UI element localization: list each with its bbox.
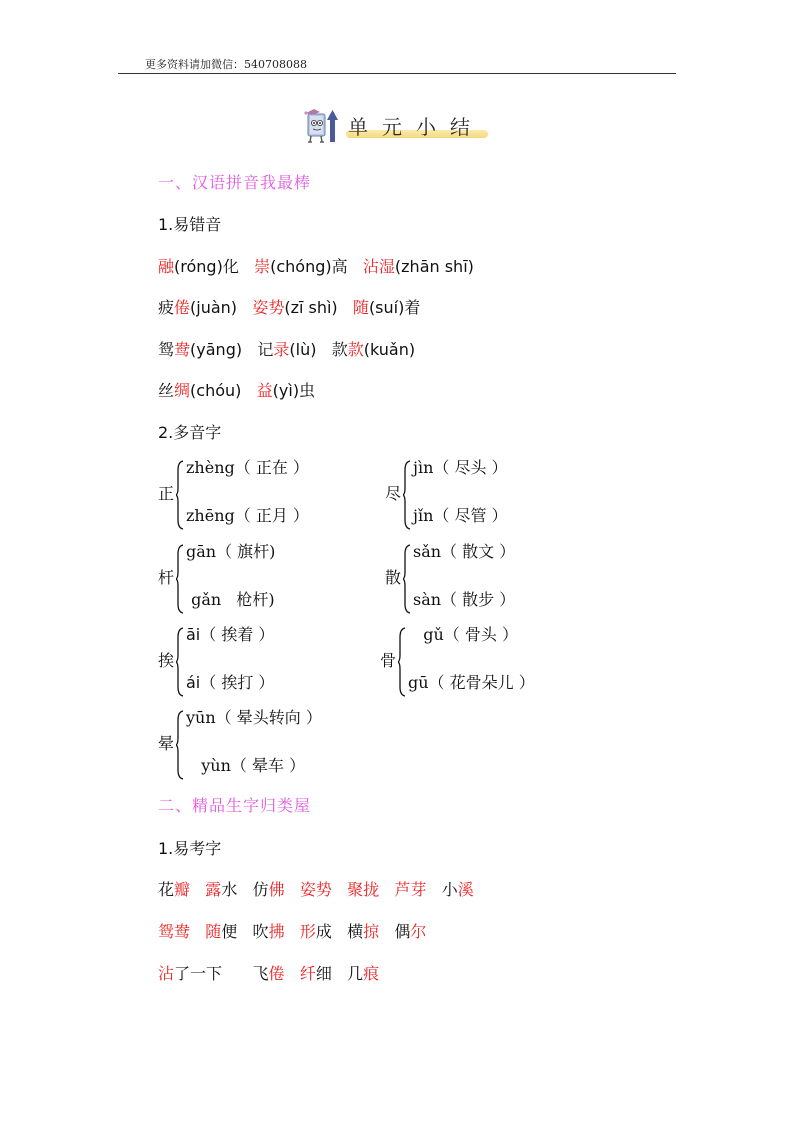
error-prone-line-2 [158, 295, 420, 318]
text-segment: (juàn) [190, 298, 253, 317]
highlighted-text: 倦 [268, 964, 285, 983]
text-segment: (lù) 款 [289, 340, 348, 359]
exam-characters-line-2 [158, 919, 426, 942]
brace-icon [176, 710, 184, 774]
unit-summary-banner [300, 104, 484, 146]
text-segment [285, 964, 300, 983]
text-segment [285, 922, 300, 941]
text-segment: 水 仿 [221, 880, 269, 899]
text-segment [348, 257, 363, 276]
book-mascot-icon [300, 104, 342, 146]
highlighted-text: 录 [273, 340, 290, 359]
brace-icon [176, 627, 184, 691]
highlighted-text: 溪 [457, 880, 474, 899]
highlighted-text: 鸯 [174, 340, 191, 359]
error-prone-line-3 [158, 337, 415, 360]
text-segment: (kuǎn) [363, 340, 416, 359]
highlighted-text: 瓣 [174, 880, 191, 899]
text-segment: (zhān shī) [394, 257, 474, 276]
polyphone-char: 杆 [158, 567, 175, 587]
highlighted-text: 沾 [158, 964, 175, 983]
polyphone-char: 骨 [380, 650, 397, 670]
text-segment: 疲 [158, 298, 175, 317]
highlighted-text: 掠 [363, 922, 380, 941]
reading: yūn（ 晕头转向 ） [186, 708, 322, 727]
highlighted-text: 纤 [299, 964, 316, 983]
polyphone-char: 晕 [158, 733, 175, 753]
highlighted-text: 崇 [254, 257, 271, 276]
polyphone-ai [158, 624, 274, 694]
brace-icon [398, 627, 406, 691]
highlighted-text: 形 [299, 922, 316, 941]
text-segment [332, 880, 347, 899]
reading: zhēng（ 正月 ） [186, 506, 309, 525]
text-segment: 小 [426, 880, 458, 899]
reading: sǎn（ 散文 ） [413, 542, 516, 561]
text-segment: 鸳 [158, 340, 175, 359]
highlighted-text: 鸳鸯 [158, 922, 191, 941]
exam-characters-line-1 [158, 877, 474, 900]
polyphone-zheng [158, 457, 309, 527]
polyphone-gu [380, 624, 535, 694]
highlighted-text: 沾湿 [362, 257, 395, 276]
polyphone-char: 尽 [385, 483, 402, 503]
text-segment: 丝 [158, 381, 175, 400]
text-segment: (chóng)高 [270, 257, 348, 276]
highlighted-text: 融 [158, 257, 175, 276]
brace-icon [176, 544, 184, 608]
text-segment [285, 880, 300, 899]
highlighted-text: 佛 [268, 880, 285, 899]
reading: sàn（ 散步 ） [413, 590, 516, 609]
text-segment: (róng)化 [174, 257, 239, 276]
highlighted-text: 聚拢 [347, 880, 380, 899]
highlighted-text: 倦 [174, 298, 191, 317]
reading: gǎn 枪杆) [186, 590, 275, 609]
text-segment: 花 [158, 880, 175, 899]
polyphone-san [385, 541, 515, 611]
section-title-pinyin: 一、汉语拼音我最棒 [158, 173, 312, 192]
polyphone-char: 正 [158, 483, 175, 503]
polyphone-yun [158, 707, 322, 777]
text-segment: (yì)虫 [272, 381, 316, 400]
section-title-characters: 二、精品生字归类屋 [158, 796, 312, 815]
text-segment: 细 几 [315, 964, 364, 983]
text-segment: 偶 [379, 922, 411, 941]
polyphone-char: 挨 [158, 650, 175, 670]
text-segment: (zī shì) [284, 298, 353, 317]
highlighted-text: 绸 [174, 381, 191, 400]
text-segment [190, 880, 205, 899]
polyphone-jin [385, 457, 508, 527]
text-segment [239, 257, 254, 276]
subsection-title-exam-characters: 1.易考字 [158, 839, 222, 858]
brace-icon [403, 544, 411, 608]
text-segment: 成 横 [315, 922, 364, 941]
header-divider [118, 73, 676, 74]
text-segment [379, 880, 394, 899]
reading: gǔ（ 骨头 ） [408, 625, 518, 644]
reading: ái（ 挨打 ） [186, 673, 275, 692]
reading: āi（ 挨着 ） [186, 625, 275, 644]
reading: gān（ 旗杆) [186, 542, 276, 561]
highlighted-text: 姿势 [252, 298, 285, 317]
highlighted-text: 拂 [268, 922, 285, 941]
highlighted-text: 随 [352, 298, 369, 317]
reading: gū（ 花骨朵儿 ） [408, 673, 535, 692]
highlighted-text: 痕 [363, 964, 380, 983]
subsection-title-error-prone: 1.易错音 [158, 215, 222, 234]
reading: yùn（ 晕车 ） [186, 756, 306, 775]
highlighted-text: 尔 [410, 922, 427, 941]
text-segment: (chóu) [190, 381, 257, 400]
polyphone-gan [158, 541, 275, 611]
error-prone-line-1 [158, 254, 474, 277]
highlighted-text: 芦芽 [394, 880, 427, 899]
error-prone-line-4 [158, 378, 315, 401]
polyphone-char: 散 [385, 567, 402, 587]
brace-icon [403, 460, 411, 524]
exam-characters-line-3 [158, 961, 379, 984]
reading: jǐn（ 尽管 ） [413, 506, 508, 525]
text-segment [190, 922, 205, 941]
highlighted-text: 露 [205, 880, 222, 899]
highlighted-text: 随 [205, 922, 222, 941]
page-header-text: 更多资料请加微信：540708088 [145, 58, 307, 71]
text-segment: 了一下 飞 [174, 964, 269, 983]
text-segment: (yāng) 记 [190, 340, 274, 359]
subsection-title-polyphones: 2.多音字 [158, 423, 222, 442]
text-segment: (suí)着 [368, 298, 421, 317]
reading: jìn（ 尽头 ） [413, 458, 508, 477]
highlighted-text: 款 [347, 340, 364, 359]
banner-title: 单元小结 [348, 114, 484, 139]
text-segment: 便 吹 [221, 922, 269, 941]
highlighted-text: 姿势 [299, 880, 332, 899]
highlighted-text: 益 [256, 381, 273, 400]
reading: zhèng（ 正在 ） [186, 458, 309, 477]
brace-icon [176, 460, 184, 524]
